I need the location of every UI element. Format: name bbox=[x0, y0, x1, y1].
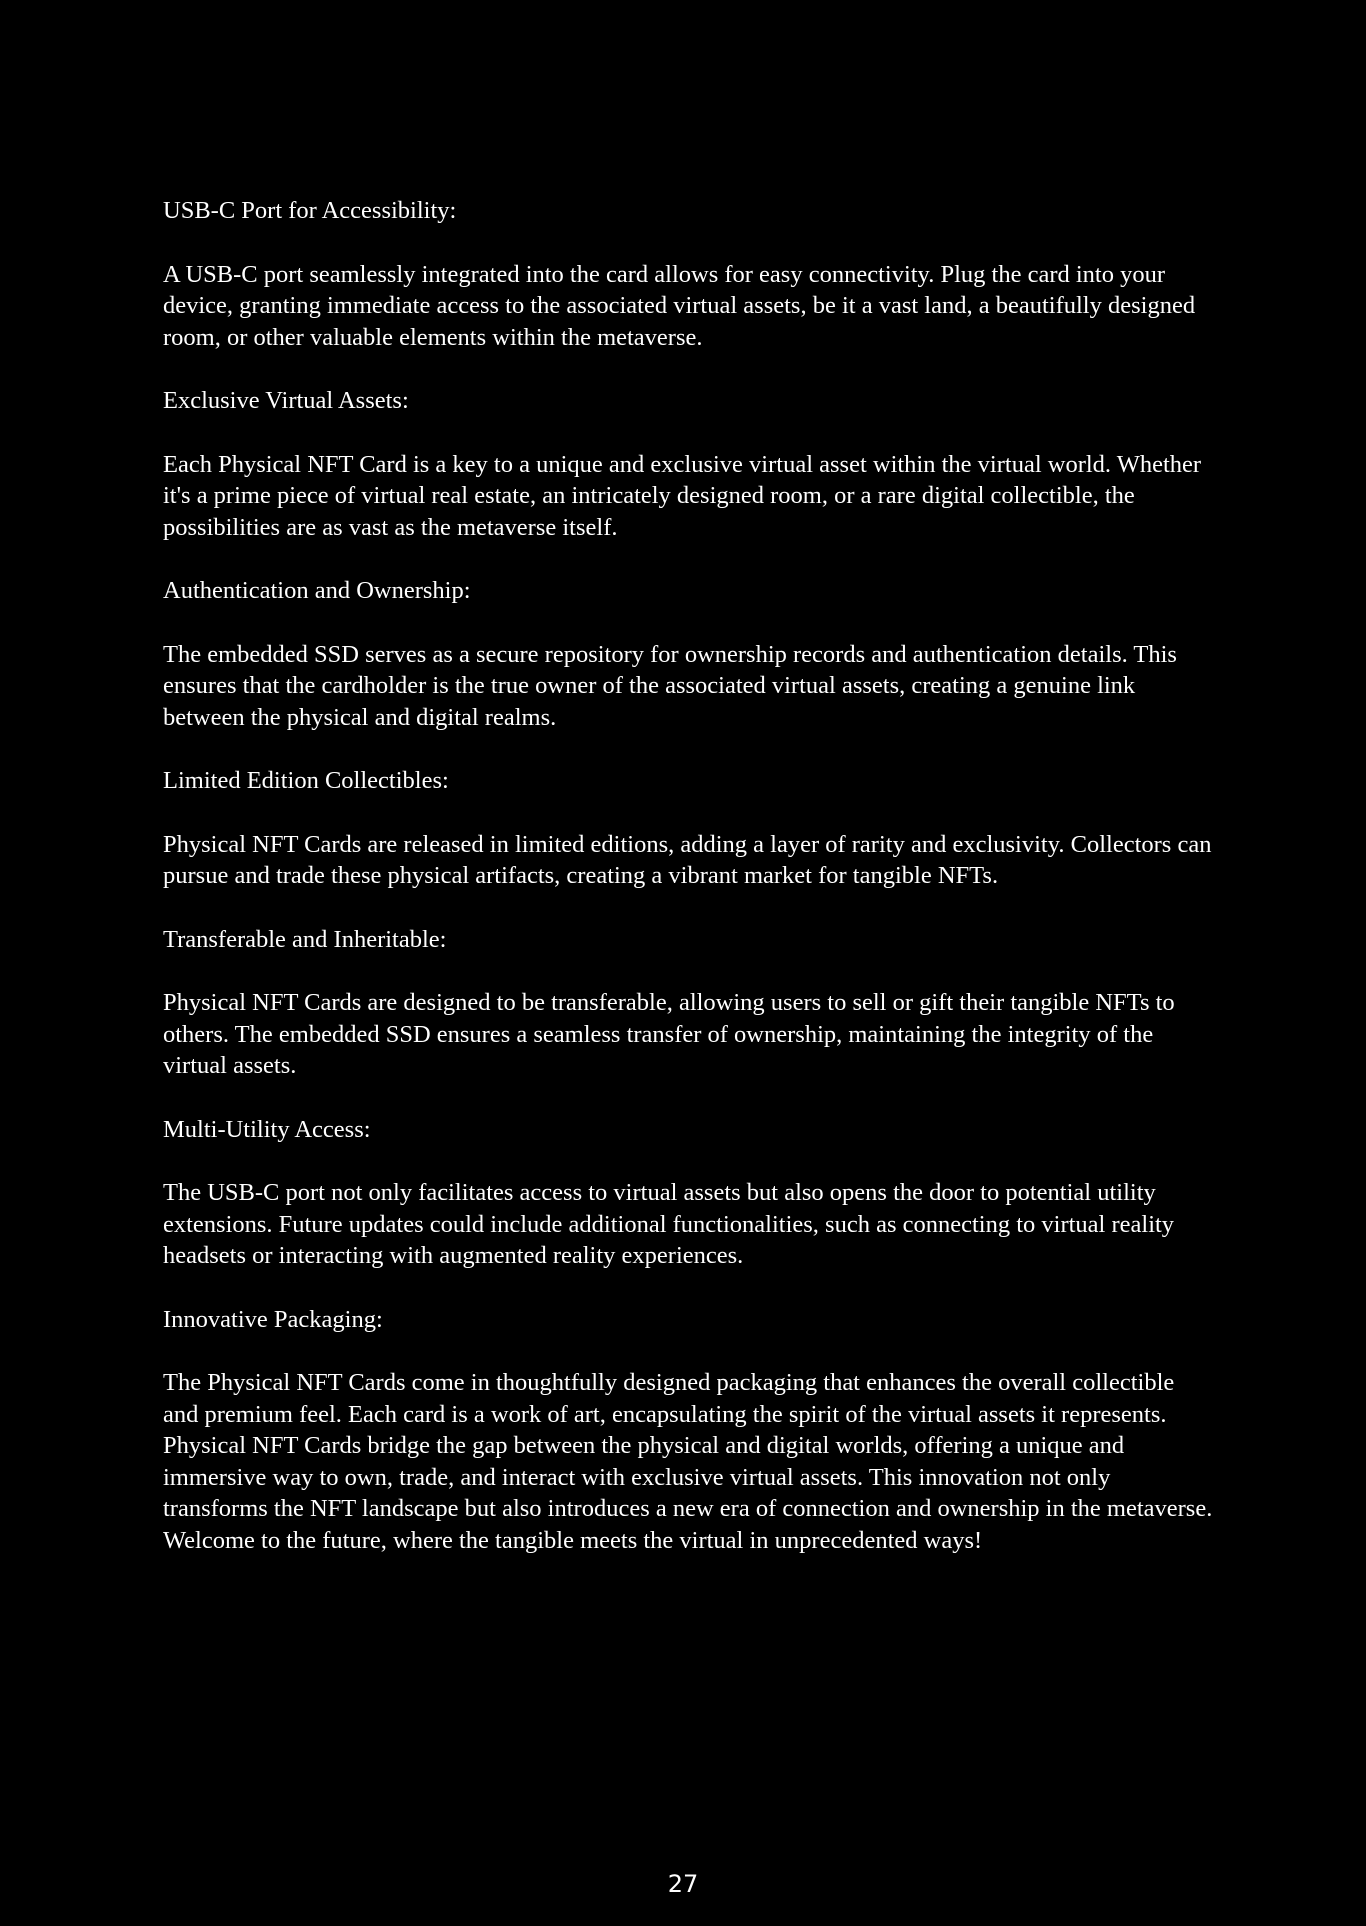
section-heading: Limited Edition Collectibles: bbox=[163, 767, 449, 794]
section-body: A USB-C port seamlessly integrated into the card allows for easy connectivity. Plug the card into your device, granting immediate access to the associated virtual assets, be it a vast land, a beautifully designed room, or other valuable elements within the metaverse. bbox=[163, 260, 1196, 351]
section-body: The embedded SSD serves as a secure repository for ownership records and authentication details. This ensures that the cardholder is the true owner of the associated virtual assets, creating a genuine link between the physical and digital realms. bbox=[163, 640, 1177, 731]
document-content bbox=[163, 195, 1213, 1556]
section-heading: Innovative Packaging: bbox=[163, 1305, 383, 1333]
section-body: The Physical NFT Cards come in thoughtfully designed packaging that enhances the overall collectible and premium feel. Each card is a work of art, encapsulating the spirit of the virtual assets it represents. bbox=[163, 1369, 1175, 1428]
section-heading: Multi-Utility Access: bbox=[163, 1115, 371, 1143]
section-multi-utility bbox=[163, 1114, 1213, 1272]
section-heading: Authentication and Ownership: bbox=[163, 577, 471, 604]
section-heading: Transferable and Inheritable: bbox=[163, 925, 447, 953]
section-body: Physical NFT Cards are designed to be transferable, allowing users to sell or gift their tangible NFTs to others. The embedded SSD ensures a seamless transfer of ownership, maintaining the integrity of the virtual assets. bbox=[163, 989, 1175, 1079]
section-usb-c-port bbox=[163, 195, 1213, 353]
section-authentication-ownership bbox=[163, 575, 1213, 733]
closing-paragraph: Physical NFT Cards bridge the gap between the physical and digital worlds, offering a unique and immersive way to own, trade, and interact with exclusive virtual assets. This innovation not only transforms the NFT landscape but also introduces a new era of connection and ownership in the metaverse. Welcome to the future, where the tangible meets the virtual in unprecedented ways! bbox=[163, 1432, 1213, 1554]
section-heading: Exclusive Virtual Assets: bbox=[163, 387, 409, 414]
section-heading: USB-C Port for Accessibility: bbox=[163, 197, 457, 224]
section-body: Physical NFT Cards are released in limited editions, adding a layer of rarity and exclusivity. Collectors can pursue and trade these physical artifacts, creating a vibrant market for tangible NFTs. bbox=[163, 830, 1212, 889]
section-body: Each Physical NFT Card is a key to a unique and exclusive virtual asset within the virtual world. Whether it's a prime piece of virtual real estate, an intricately designed room, or a rare digital collectible, the possibilities are as vast as the metaverse itself. bbox=[163, 450, 1202, 541]
section-transferable bbox=[163, 924, 1213, 1082]
page-number: 27 bbox=[667, 1870, 699, 1898]
section-exclusive-virtual-assets bbox=[163, 385, 1213, 543]
section-body: The USB-C port not only facilitates access to virtual assets but also opens the door to potential utility extensions. Future updates could include additional functionalities, such as connecting to virtual reality headsets or interacting with augmented reality experiences. bbox=[163, 1179, 1175, 1269]
section-limited-edition bbox=[163, 765, 1213, 892]
section-innovative-packaging bbox=[163, 1304, 1213, 1431]
